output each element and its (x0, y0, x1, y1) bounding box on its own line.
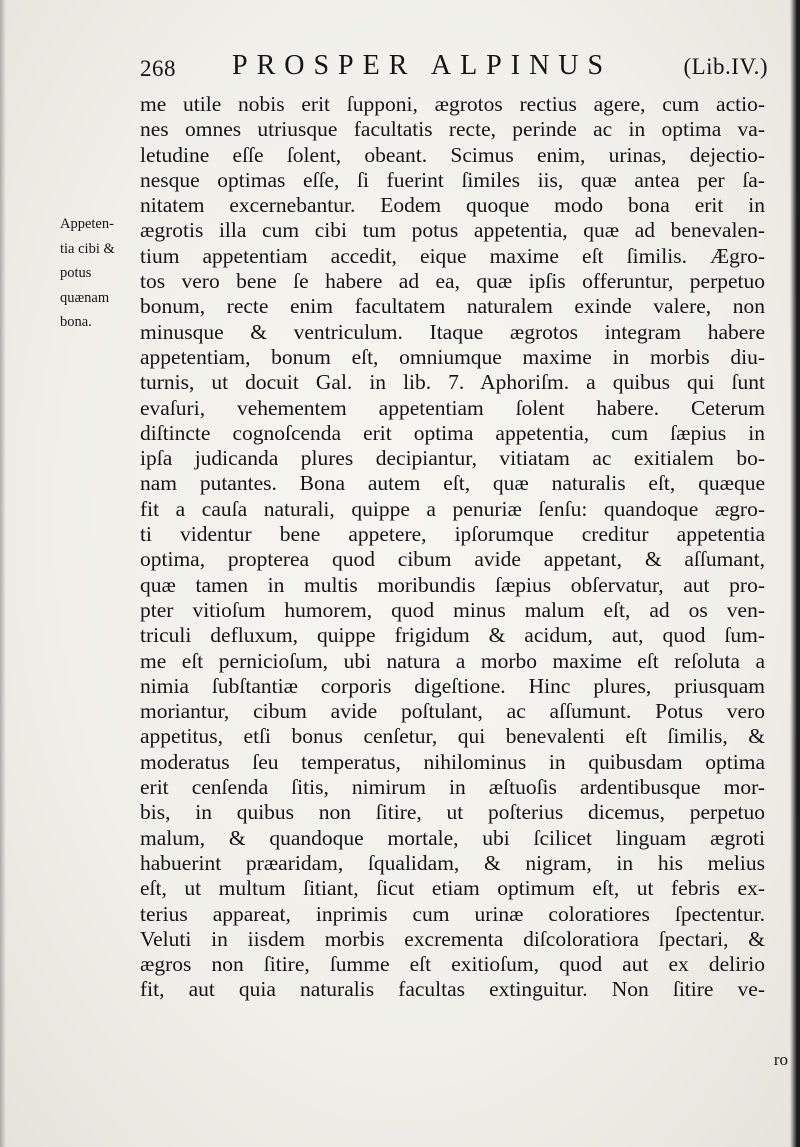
marginal-note-line: potus (60, 265, 92, 282)
text-line: moriantur, cibum avide poſtulant, ac aſſumunt. Potus vero (140, 699, 765, 724)
text-line: eſt, ut multum ſitiant, ſicut etiam optimum eſt, ut febris ex- (140, 876, 765, 901)
running-head-title: PROSPER ALPINUS (232, 50, 613, 81)
text-line: me utile nobis erit ſupponi, ægrotos rectius agere, cum actio- (140, 92, 765, 116)
text-line: erit cenſenda ſitis, nimirum in æſtuoſis ardentibusque mor- (140, 775, 765, 800)
text-line: optima, propterea quod cibum avide appetant, & aſſumant, (140, 547, 765, 572)
text-line: ti videntur bene appetere, ipſorumque creditur appetentia (140, 522, 765, 547)
text-line: pter vitioſum humorem, quod minus malum eſt, ad os ven- (140, 597, 765, 622)
text-line: fit, aut quia naturalis facultas extinguitur. Non ſitire ve- (140, 977, 765, 1002)
text-line: appetitus, etſi bonus cenſetur, qui benevalenti eſt ſimilis, & (140, 724, 765, 749)
text-line: me eſt pernicioſum, ubi natura a morbo maxime eſt reſoluta a (140, 648, 765, 673)
text-line: malum, & quandoque mortale, ubi ſcilicet linguam ægroti (140, 825, 765, 850)
body-text (140, 92, 765, 1003)
text-line: appetentiam, bonum eſt, omniumque maxime in morbis diu- (140, 344, 765, 369)
text-line: terius appareat, inprimis cum urinæ coloratiores ſpectentur. (140, 901, 765, 926)
text-line: nesque optimas eſſe, ſi fuerint ſimiles iis, quæ antea per ſa- (140, 167, 765, 192)
text-line: turnis, ut docuit Gal. in lib. 7. Aphoriſm. a quibus qui ſunt (140, 370, 765, 395)
text-line: diſtincte cognoſcenda erit optima appetentia, cum ſæpius in (140, 420, 765, 445)
text-line: letudine eſſe ſolent, obeant. Scimus enim, urinas, dejectio- (140, 142, 765, 167)
running-head (140, 48, 780, 88)
catchword: ro (773, 1050, 788, 1069)
text-line: Veluti in iisdem morbis excrementa diſcoloratiora ſpectari, & (140, 926, 765, 951)
marginal-note-line: bona. (60, 314, 92, 331)
marginal-note-line: Appeten- (60, 216, 114, 232)
text-line: fit a cauſa naturali, quippe a penuriæ ſenſu: quandoque ægro- (140, 496, 765, 521)
text-line: tium appetentiam accedit, eique maxime eſt ſimilis. Ægro- (140, 243, 765, 268)
marginal-note-line: tia cibi & (60, 240, 115, 257)
binding-edge (790, 0, 800, 1147)
text-line: tos vero bene ſe habere ad ea, quæ ipſis offeruntur, perpetuo (140, 269, 765, 294)
left-page-shadow (0, 0, 6, 1147)
text-line: evaſuri, vehementem appetentiam ſolent habere. Ceterum (140, 395, 765, 420)
text-line: ægrotis illa cum cibi tum potus appetentia, quæ ad benevalen- (140, 218, 765, 243)
text-line: nimia ſubſtantiæ corporis digeſtione. Hinc plures, priusquam (140, 673, 765, 698)
text-line: triculi defluxum, quippe frigidum & acidum, aut, quod ſum- (140, 623, 765, 648)
text-line: minusque & ventriculum. Itaque ægrotos integram habere (140, 319, 765, 344)
text-line: ægros non ſitire, ſumme eſt exitioſum, quod aut ex delirio (140, 952, 765, 977)
text-line: ipſa judicanda plures decipiantur, vitiatam ac exitialem bo- (140, 446, 765, 471)
marginal-note-line: quænam (60, 289, 110, 306)
text-line: nes omnes utriusque facultatis recte, perinde ac in optima va- (140, 117, 765, 142)
marginal-note (60, 212, 140, 335)
text-line: nam putantes. Bona autem eſt, quæ naturalis eſt, quæque (140, 471, 765, 496)
text-line: quæ tamen in multis moribundis ſæpius obſervatur, aut pro- (140, 572, 765, 597)
running-head-book: (Lib.IV.) (683, 54, 768, 79)
text-line: moderatus ſeu temperatus, nihilominus in quibusdam optima (140, 749, 765, 774)
text-line: habuerint præaridam, ſqualidam, & nigram, in his melius (140, 850, 765, 875)
text-line: bonum, recte enim facultatem naturalem exinde valere, non (140, 294, 765, 319)
page-number: 268 (140, 56, 176, 81)
text-line: nitatem excernebantur. Eodem quoque modo bona erit in (140, 193, 765, 218)
text-line: bis, in quibus non ſitire, ut poſterius dicemus, perpetuo (140, 800, 765, 825)
